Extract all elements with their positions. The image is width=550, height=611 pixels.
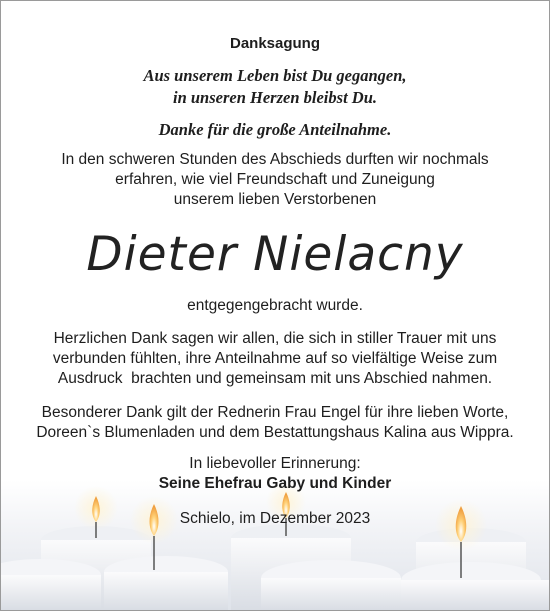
verse: [1, 65, 549, 109]
brought-line: entgegengebracht wurde.: [187, 297, 363, 314]
memory-line: In liebevoller Erinnerung:: [189, 455, 361, 472]
deceased-name: Dieter Nielacny: [86, 227, 464, 282]
paragraph-line: Ausdruck brachten und gemeinsam mit uns Abschied nahmen.: [57, 370, 493, 387]
paragraph-line: Doreen`s Blumenladen und dem Bestattungshaus Kalina aus Wippra.: [36, 424, 514, 441]
paragraph-line: unserem lieben Verstorbenen: [173, 191, 377, 208]
paragraph-line: erfahren, wie viel Freundschaft und Zuneigung: [115, 171, 435, 188]
candles-image: [1, 480, 549, 610]
place-date: Schielo, im Dezember 2023: [179, 510, 371, 527]
thanks-line: Danke für die große Anteilnahme.: [158, 120, 392, 139]
paragraph-line: Besonderer Dank gilt der Rednerin Frau Engel für ihre lieben Worte,: [41, 404, 509, 421]
paragraph-dank: [1, 329, 549, 389]
paragraph-besonderer-dank: [1, 403, 549, 443]
verse-line: Aus unserem Leben bist Du gegangen,: [143, 66, 407, 85]
signoff: Seine Ehefrau Gaby und Kinder: [158, 475, 392, 492]
verse-line: in unseren Herzen bleibst Du.: [173, 88, 377, 107]
paragraph-abschied: [1, 150, 549, 210]
paragraph-line: verbunden fühlten, ihre Anteilnahme auf so vielfältige Weise zum: [52, 350, 498, 367]
paragraph-line: In den schweren Stunden des Abschieds durften wir nochmals: [61, 151, 489, 168]
paragraph-line: Herzlichen Dank sagen wir allen, die sich in stiller Trauer mit uns: [53, 330, 497, 347]
notice-heading: Danksagung: [229, 35, 320, 52]
